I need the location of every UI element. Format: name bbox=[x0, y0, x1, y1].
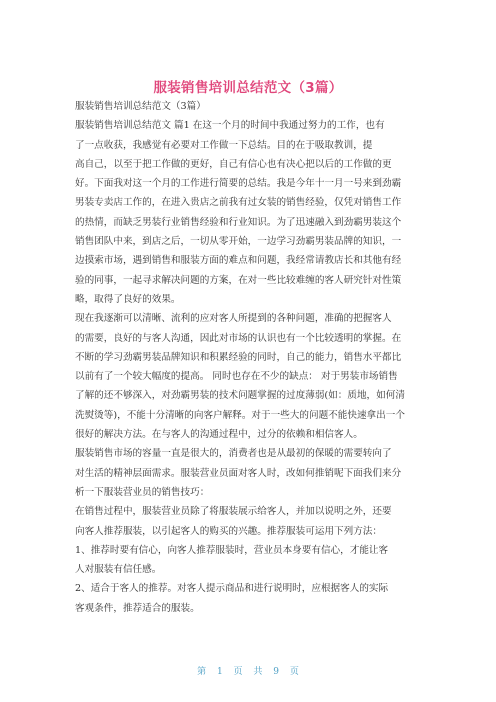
document-title: 服装销售培训总结范文（3篇） bbox=[153, 80, 343, 96]
document-body bbox=[75, 97, 425, 618]
text-line: 男装专卖店工作的，在进入贵店之前我有过女装的销售经验，仅凭对销售工作 bbox=[75, 197, 402, 209]
text-line: 1、推荐时要有信心，向客人推荐服装时，营业员本身要有信心，才能让客 bbox=[75, 544, 389, 556]
page-footer: 第 1 页 共 9 页 bbox=[197, 667, 299, 677]
text-line: 客观条件，推荐适合的服装。 bbox=[75, 602, 200, 614]
text-line: 服装销售市场的容量一直是很大的，消费者也是从最初的保暖的需要转向了 bbox=[75, 448, 392, 460]
text-line: 很好的解决方法。在与客人的沟通过程中，过分的依赖和相信客人。 bbox=[75, 429, 363, 441]
text-line: 高自己，以至于把工作做的更好，自己有信心也有决心把以后的工作做的更 bbox=[75, 158, 392, 170]
text-line: 人对服装有信任感。 bbox=[75, 564, 162, 576]
text-line: 服装销售培训总结范文（3篇） bbox=[75, 101, 206, 112]
text-line: 边摸索市场，遇到销售和服装方面的难点和问题，我经常请教店长和其他有经 bbox=[75, 255, 402, 267]
text-line: 验的同事，一起寻求解决问题的方案，在对一些比较难缠的客人研究针对性策 bbox=[75, 274, 402, 286]
text-line: 的需要，良好的与客人沟通，因此对市场的认识也有一个比较透明的掌握。在 bbox=[75, 332, 402, 344]
text-line: 以前有了一个较大幅度的提高。 同时也存在不少的缺点： 对于男装市场销售 bbox=[75, 371, 398, 383]
text-line: 服装销售培训总结范文 篇1 在这一个月的时间中我通过努力的工作，也有 bbox=[75, 120, 385, 132]
text-line: 现在我逐渐可以清晰、流利的应对客人所提到的各种问题，准确的把握客人 bbox=[75, 313, 392, 325]
text-line: 不断的学习劲霸男装品牌知识和积累经验的同时，自己的能力，销售水平都比 bbox=[75, 351, 402, 363]
text-line: 销售团队中来，到店之后，一切从零开始，一边学习劲霸男装品牌的知识，一 bbox=[75, 236, 402, 248]
text-line: 洗熨烫等)，不能十分清晰的向客户解释。对于一些大的问题不能快速拿出一个 bbox=[75, 409, 405, 421]
text-line: 2、适合于客人的推荐。对客人提示商品和进行说明时，应根据客人的实际 bbox=[75, 583, 389, 595]
text-line: 好。下面我对这一个月的工作进行简要的总结。我是今年十一月一号来到劲霸 bbox=[75, 178, 402, 190]
text-line: 在销售过程中，服装营业员除了将服装展示给客人，并加以说明之外，还要 bbox=[75, 506, 392, 518]
text-line: 略，取得了良好的效果。 bbox=[75, 293, 181, 305]
text-line: 析一下服装营业员的销售技巧： bbox=[75, 486, 210, 498]
text-line: 了一点收获，我感觉有必要对工作做一下总结。目的在于吸取教训，提 bbox=[75, 139, 373, 151]
text-line: 向客人推荐服装，以引起客人的购买的兴趣。推荐服装可运用下列方法： bbox=[75, 525, 382, 537]
text-line: 对生活的精神层面需求。服装营业员面对客人时，改如何推销呢下面我们来分 bbox=[75, 467, 402, 479]
text-line: 的热情，而缺乏男装行业销售经验和行业知识。为了迅速融入到劲霸男装这个 bbox=[75, 216, 402, 228]
text-line: 了解的还不够深入，对劲霸男装的技术问题掌握的过度薄弱(如：质地，如何清 bbox=[75, 390, 405, 402]
